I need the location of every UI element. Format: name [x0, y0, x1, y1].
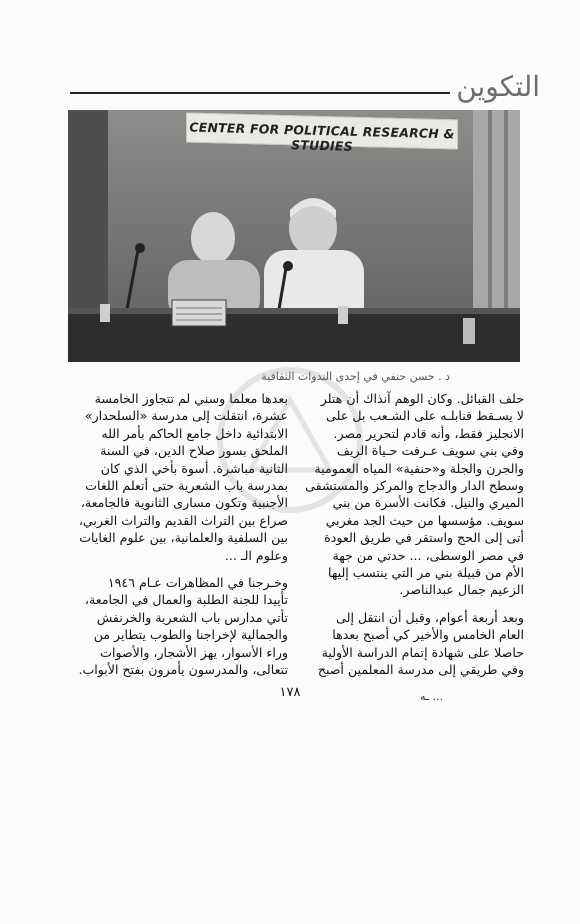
text-line: والجمالية لإخراجنا والطوب يتطاير من — [93, 627, 288, 643]
text-line: وفي طريقي إلى مدرسة المعلمين أصبح — [317, 662, 524, 678]
text-line: تأييدا للجنة الطلبة والعمال في الجامعة، — [84, 592, 288, 608]
text-line: الزعيم جمال عبدالناصر. — [399, 582, 524, 598]
text-line: وراء الأسوار، يهز الأشجار، والأصوات — [100, 644, 288, 660]
text-line: سويف. مؤسسها من حيث الجد مغربي — [325, 512, 524, 528]
text-line: الميري والنيل. فكانت الأسرة من بني — [332, 495, 524, 511]
text-line: الأم من قبيلة بني مر التي ينتسب إليها — [328, 565, 524, 581]
text-line: وفي بني سويف عـرفت حـياة الريف — [336, 443, 524, 459]
text-line: تأتي مدارس باب الشعرية والخرنفش — [96, 609, 288, 625]
text-line: الملحق بسور صلاح الدين، في السنة — [100, 443, 288, 459]
paragraph-3 — [66, 390, 288, 564]
footer-logo: ـه ... — [420, 690, 444, 703]
text-line: وسطح الدار والدجاج والمركز والمستشفى — [305, 478, 524, 494]
paragraph-4 — [66, 574, 288, 678]
text-line: الأجنبية وتكون مسارى الثانوية فالجامعة، — [80, 495, 288, 511]
page-number: ١٧٨ — [279, 685, 301, 700]
text-line: العام الخامس والأخير كي أصبح بعدها — [332, 627, 524, 643]
text-line: بين السلفية والعلمانية، بين علوم الغايات — [79, 530, 288, 546]
text-line: وبعد أربعة أعوام، وقبل أن انتقل إلى — [336, 609, 524, 625]
text-line: لا يسـقط قنابلـه على الشـعب بل على — [326, 408, 524, 424]
text-line: صراع بين التراث القديم والتراث الغربي، — [78, 512, 288, 528]
text-line: حلف القبائل. وكان الوهم آنذاك أن هتلر — [320, 391, 524, 406]
paragraph-1 — [302, 390, 524, 599]
text-line: الثانية مباشرة. أسوة بأخي الذي كان — [100, 460, 288, 476]
left-text-column — [66, 390, 288, 679]
text-line: والجرن والجلة و«حنفية» المياه العمومية — [314, 460, 524, 476]
photo-caption: د . حسن حنفي في إحدى الندوات الثقافية — [261, 370, 450, 383]
right-text-column — [302, 390, 524, 679]
text-line: عشرة، انتقلت إلى مدرسة «السلحدار» — [84, 408, 288, 424]
conference-banner — [186, 112, 458, 154]
section-title: التكوين — [456, 70, 540, 103]
text-line: تتعالى، والمدرسون يأمرون بفتح الأبواب. — [78, 662, 288, 678]
banner-text: CENTER FOR POLITICAL RESEARCH & STUDIES — [189, 119, 455, 154]
text-line: وعلوم الـ ... — [224, 547, 288, 563]
header-rule — [70, 92, 450, 94]
paragraph-2 — [302, 609, 524, 679]
text-line: في مصر الوسطى، ... حدتي من جهة — [332, 547, 524, 563]
conference-photo — [68, 110, 520, 362]
text-line: الانجليز فقط، وأنه قادم لتحرير مصر. — [333, 425, 524, 441]
text-line: بعدها معلما وسني لم تتجاوز الخامسة — [94, 391, 288, 406]
text-line: حاصلا على شهادة إتمام الدراسة الأولية — [321, 644, 524, 660]
text-line: وخـرجنا في المظاهرات عـام ١٩٤٦ — [107, 575, 288, 591]
text-line: بمدرسة باب الشعرية حتى أتعلم اللغات — [85, 478, 288, 494]
text-line: الابتدائية داخل جامع الحاكم بأمر الله — [101, 425, 288, 441]
text-line: أتى إلى الحج واستقر في طريق العودة — [324, 530, 524, 546]
